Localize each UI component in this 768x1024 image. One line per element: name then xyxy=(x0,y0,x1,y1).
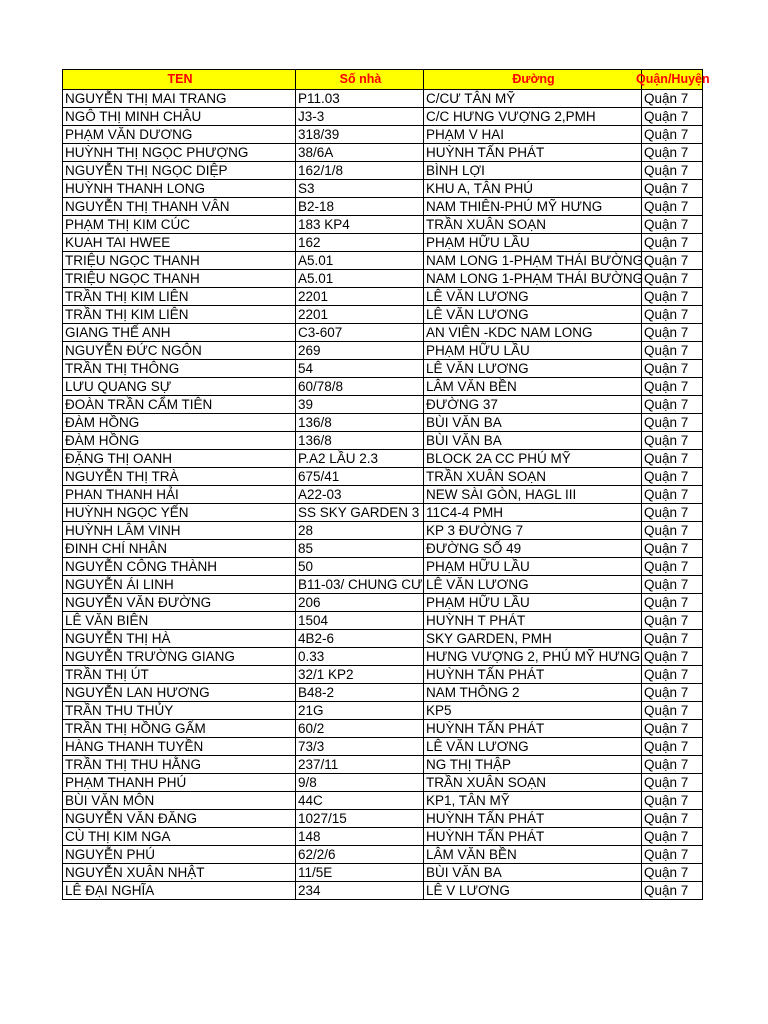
cell-duong[interactable]: SKY GARDEN, PMH xyxy=(424,630,642,648)
cell-quan-huyen[interactable]: Quận 7 xyxy=(642,630,703,648)
cell-so-nha[interactable]: 32/1 KP2 xyxy=(296,666,424,684)
cell-so-nha[interactable]: 318/39 xyxy=(296,126,424,144)
cell-duong[interactable]: LÂM VĂN BỀN xyxy=(424,378,642,396)
table-row xyxy=(63,666,703,684)
table-row xyxy=(63,216,703,234)
cell-duong[interactable]: HUỲNH TẤN PHÁT xyxy=(424,666,642,684)
table-row xyxy=(63,558,703,576)
cell-ten[interactable]: HÀNG THANH TUYỀN xyxy=(63,738,296,756)
cell-ten[interactable]: PHẠM THỊ KIM CÚC xyxy=(63,216,296,234)
cell-quan-huyen[interactable]: Quận 7 xyxy=(642,342,703,360)
cell-ten[interactable]: TRẦN THỊ KIM LIÊN xyxy=(63,288,296,306)
cell-duong[interactable]: PHẠM HỮU LẦU xyxy=(424,342,642,360)
cell-quan-huyen[interactable]: Quận 7 xyxy=(642,576,703,594)
cell-quan-huyen[interactable]: Quận 7 xyxy=(642,504,703,522)
cell-quan-huyen[interactable]: Quận 7 xyxy=(642,306,703,324)
cell-ten[interactable]: NGUYỄN ĐỨC NGÔN xyxy=(63,342,296,360)
cell-quan-huyen[interactable]: Quận 7 xyxy=(642,126,703,144)
cell-duong[interactable]: HUỲNH TẤN PHÁT xyxy=(424,720,642,738)
table-row xyxy=(63,324,703,342)
cell-so-nha[interactable]: 50 xyxy=(296,558,424,576)
table-row xyxy=(63,774,703,792)
cell-ten[interactable]: NGUYỄN PHÚ xyxy=(63,846,296,864)
table-row xyxy=(63,612,703,630)
cell-quan-huyen[interactable]: Quận 7 xyxy=(642,666,703,684)
table-row xyxy=(63,306,703,324)
cell-ten[interactable]: TRIỆU NGỌC THANH xyxy=(63,270,296,288)
cell-quan-huyen[interactable]: Quận 7 xyxy=(642,396,703,414)
cell-quan-huyen[interactable]: Quận 7 xyxy=(642,162,703,180)
cell-ten[interactable]: NGUYỄN VĂN ĐƯỜNG xyxy=(63,594,296,612)
cell-duong[interactable]: PHẠM HỮU LẦU xyxy=(424,594,642,612)
cell-quan-huyen[interactable]: Quận 7 xyxy=(642,198,703,216)
cell-quan-huyen[interactable]: Quận 7 xyxy=(642,882,703,900)
cell-quan-huyen[interactable]: Quận 7 xyxy=(642,648,703,666)
cell-duong[interactable]: HƯNG VƯỢNG 2, PHÚ MỸ HƯNG xyxy=(424,648,642,666)
cell-duong[interactable]: KHU A, TÂN PHÚ xyxy=(424,180,642,198)
cell-ten[interactable]: PHAN THANH HẢI xyxy=(63,486,296,504)
cell-ten[interactable]: TRẦN THU THỦY xyxy=(63,702,296,720)
cell-ten[interactable]: NGÔ THỊ MINH CHÂU xyxy=(63,108,296,126)
table-row xyxy=(63,432,703,450)
cell-quan-huyen[interactable]: Quận 7 xyxy=(642,522,703,540)
cell-quan-huyen[interactable]: Quận 7 xyxy=(642,774,703,792)
cell-so-nha[interactable]: 2201 xyxy=(296,306,424,324)
cell-so-nha[interactable]: 44C xyxy=(296,792,424,810)
cell-ten[interactable]: GIANG THẾ ANH xyxy=(63,324,296,342)
cell-quan-huyen[interactable]: Quận 7 xyxy=(642,594,703,612)
cell-ten[interactable]: NGUYỄN CÔNG THÀNH xyxy=(63,558,296,576)
cell-quan-huyen[interactable]: Quận 7 xyxy=(642,720,703,738)
cell-duong[interactable]: BÙI VĂN BA xyxy=(424,414,642,432)
cell-so-nha[interactable]: 148 xyxy=(296,828,424,846)
cell-ten[interactable]: TRẦN THỊ THU HẰNG xyxy=(63,756,296,774)
cell-so-nha[interactable]: B2-18 xyxy=(296,198,424,216)
cell-so-nha[interactable]: P11.03 xyxy=(296,90,424,108)
cell-ten[interactable]: NGUYỄN VĂN ĐĂNG xyxy=(63,810,296,828)
cell-duong[interactable]: ĐƯỜNG SỐ 49 xyxy=(424,540,642,558)
cell-quan-huyen[interactable]: Quận 7 xyxy=(642,702,703,720)
table-row xyxy=(63,882,703,900)
cell-quan-huyen[interactable]: Quận 7 xyxy=(642,612,703,630)
table-row xyxy=(63,378,703,396)
table-row xyxy=(63,630,703,648)
cell-so-nha[interactable]: 675/41 xyxy=(296,468,424,486)
table-row xyxy=(63,198,703,216)
table-row xyxy=(63,252,703,270)
cell-duong[interactable]: 11C4-4 PMH xyxy=(424,504,642,522)
cell-ten[interactable]: KUAH TAI HWEE xyxy=(63,234,296,252)
cell-duong[interactable]: LÊ VĂN LƯƠNG xyxy=(424,360,642,378)
cell-ten[interactable]: NGUYỄN TRƯỜNG GIANG xyxy=(63,648,296,666)
cell-quan-huyen[interactable]: Quận 7 xyxy=(642,756,703,774)
cell-duong[interactable]: PHẠM HỮU LẦU xyxy=(424,234,642,252)
cell-duong[interactable]: NAM LONG 1-PHẠM THÁI BƯỜNG xyxy=(424,252,642,270)
table-row xyxy=(63,756,703,774)
table-row xyxy=(63,126,703,144)
cell-ten[interactable]: TRẦN THỊ HỒNG GẤM xyxy=(63,720,296,738)
cell-duong[interactable]: NEW SÀI GÒN, HAGL III xyxy=(424,486,642,504)
table-row xyxy=(63,810,703,828)
cell-duong[interactable]: C/C HƯNG VƯỢNG 2,PMH xyxy=(424,108,642,126)
cell-duong[interactable]: BLOCK 2A CC PHÚ MỸ xyxy=(424,450,642,468)
cell-duong[interactable]: HUỲNH TẤN PHÁT xyxy=(424,144,642,162)
cell-duong[interactable]: HUỲNH TẤN PHÁT xyxy=(424,810,642,828)
table-row xyxy=(63,450,703,468)
table-row xyxy=(63,720,703,738)
cell-ten[interactable]: ĐOÀN TRẦN CẨM TIÊN xyxy=(63,396,296,414)
cell-so-nha[interactable]: 1504 xyxy=(296,612,424,630)
cell-duong[interactable]: AN VIÊN -KDC NAM LONG xyxy=(424,324,642,342)
cell-ten[interactable]: NGUYỄN THỊ NGỌC DIỆP xyxy=(63,162,296,180)
cell-duong[interactable]: BÌNH LỢI xyxy=(424,162,642,180)
cell-duong[interactable]: TRẦN XUÂN SOẠN xyxy=(424,468,642,486)
cell-quan-huyen[interactable]: Quận 7 xyxy=(642,792,703,810)
cell-ten[interactable]: NGUYỄN XUÂN NHẬT xyxy=(63,864,296,882)
cell-quan-huyen[interactable]: Quận 7 xyxy=(642,468,703,486)
cell-quan-huyen[interactable]: Quận 7 xyxy=(642,540,703,558)
cell-ten[interactable]: TRẦN THỊ THÔNG xyxy=(63,360,296,378)
cell-ten[interactable]: HUỲNH LÂM VINH xyxy=(63,522,296,540)
table-body xyxy=(63,90,703,900)
cell-duong[interactable]: KP1, TÂN MỸ xyxy=(424,792,642,810)
cell-so-nha[interactable]: 0.33 xyxy=(296,648,424,666)
cell-duong[interactable]: PHẠM V HAI xyxy=(424,126,642,144)
cell-quan-huyen[interactable]: Quận 7 xyxy=(642,216,703,234)
table-row xyxy=(63,540,703,558)
table-row xyxy=(63,180,703,198)
cell-duong[interactable]: LÂM VĂN BỀN xyxy=(424,846,642,864)
cell-so-nha[interactable]: A22-03 xyxy=(296,486,424,504)
cell-ten[interactable]: NGUYỄN THỊ MAI TRANG xyxy=(63,90,296,108)
cell-quan-huyen[interactable]: Quận 7 xyxy=(642,108,703,126)
cell-so-nha[interactable]: B48-2 xyxy=(296,684,424,702)
cell-ten[interactable]: HUỲNH NGỌC YẾN xyxy=(63,504,296,522)
cell-so-nha[interactable]: 28 xyxy=(296,522,424,540)
cell-quan-huyen[interactable]: Quận 7 xyxy=(642,414,703,432)
table-row xyxy=(63,864,703,882)
table-row xyxy=(63,360,703,378)
table-row xyxy=(63,90,703,108)
cell-quan-huyen[interactable]: Quận 7 xyxy=(642,252,703,270)
cell-so-nha[interactable]: P.A2 LẦU 2.3 xyxy=(296,450,424,468)
cell-quan-huyen[interactable]: Quận 7 xyxy=(642,450,703,468)
table-row xyxy=(63,162,703,180)
cell-quan-huyen[interactable]: Quận 7 xyxy=(642,558,703,576)
cell-ten[interactable]: NGUYỄN THỊ TRÀ xyxy=(63,468,296,486)
cell-so-nha[interactable]: 9/8 xyxy=(296,774,424,792)
cell-ten[interactable]: LÊ VĂN BIÊN xyxy=(63,612,296,630)
table-row xyxy=(63,594,703,612)
cell-duong[interactable]: TRẦN XUÂN SOẠN xyxy=(424,774,642,792)
cell-duong[interactable]: LÊ VĂN LƯƠNG xyxy=(424,288,642,306)
cell-ten[interactable]: PHẠM VĂN DƯƠNG xyxy=(63,126,296,144)
cell-ten[interactable]: TRẦN THỊ ÚT xyxy=(63,666,296,684)
cell-duong[interactable]: KP5 xyxy=(424,702,642,720)
cell-duong[interactable]: LÊ VĂN LƯƠNG xyxy=(424,576,642,594)
cell-quan-huyen[interactable]: Quận 7 xyxy=(642,684,703,702)
address-table xyxy=(62,69,710,900)
cell-so-nha[interactable]: S3 xyxy=(296,180,424,198)
table-row xyxy=(63,846,703,864)
table-row xyxy=(63,828,703,846)
cell-so-nha[interactable]: 4B2-6 xyxy=(296,630,424,648)
cell-duong[interactable]: LÊ V LƯƠNG xyxy=(424,882,642,900)
cell-duong[interactable]: NAM THIÊN-PHÚ MỸ HƯNG xyxy=(424,198,642,216)
cell-duong[interactable]: HUỲNH T PHÁT xyxy=(424,612,642,630)
spreadsheet xyxy=(62,69,710,900)
cell-ten[interactable]: NGUYỄN THỊ HÀ xyxy=(63,630,296,648)
table-row xyxy=(63,576,703,594)
cell-duong[interactable]: C/CƯ TÂN MỸ xyxy=(424,90,642,108)
table-row xyxy=(63,792,703,810)
cell-so-nha[interactable]: 73/3 xyxy=(296,738,424,756)
cell-duong[interactable]: NAM LONG 1-PHẠM THÁI BƯỜNG xyxy=(424,270,642,288)
cell-ten[interactable]: NGUYỄN THỊ THANH VÂN xyxy=(63,198,296,216)
cell-quan-huyen[interactable]: Quận 7 xyxy=(642,324,703,342)
cell-duong[interactable]: ĐƯỜNG 37 xyxy=(424,396,642,414)
cell-so-nha[interactable]: 85 xyxy=(296,540,424,558)
cell-ten[interactable]: NGUYỄN LAN HƯƠNG xyxy=(63,684,296,702)
cell-quan-huyen[interactable]: Quận 7 xyxy=(642,846,703,864)
cell-duong[interactable]: BÙI VĂN BA xyxy=(424,864,642,882)
cell-so-nha[interactable]: J3-3 xyxy=(296,108,424,126)
table-row xyxy=(63,486,703,504)
cell-so-nha[interactable]: 60/2 xyxy=(296,720,424,738)
cell-duong[interactable]: NAM THÔNG 2 xyxy=(424,684,642,702)
cell-duong[interactable]: PHẠM HỮU LẦU xyxy=(424,558,642,576)
cell-so-nha[interactable]: 38/6A xyxy=(296,144,424,162)
cell-duong[interactable]: BÙI VĂN BA xyxy=(424,432,642,450)
cell-quan-huyen[interactable]: Quận 7 xyxy=(642,738,703,756)
cell-duong[interactable]: KP 3 ĐƯỜNG 7 xyxy=(424,522,642,540)
cell-ten[interactable]: LƯU QUANG SỰ xyxy=(63,378,296,396)
table-row xyxy=(63,504,703,522)
table-row xyxy=(63,396,703,414)
header-duong[interactable]: Đường xyxy=(424,70,642,90)
cell-ten[interactable]: TRẦN THỊ KIM LIÊN xyxy=(63,306,296,324)
cell-so-nha[interactable]: 1027/15 xyxy=(296,810,424,828)
cell-ten[interactable]: CÙ THỊ KIM NGA xyxy=(63,828,296,846)
cell-ten[interactable]: HUỲNH THỊ NGỌC PHƯỢNG xyxy=(63,144,296,162)
cell-quan-huyen[interactable]: Quận 7 xyxy=(642,360,703,378)
cell-quan-huyen[interactable]: Quận 7 xyxy=(642,378,703,396)
cell-duong[interactable]: TRẦN XUÂN SOẠN xyxy=(424,216,642,234)
header-quan-huyen[interactable]: Quận/Huyện xyxy=(642,70,703,90)
cell-duong[interactable]: LÊ VĂN LƯƠNG xyxy=(424,738,642,756)
cell-so-nha[interactable]: 162 xyxy=(296,234,424,252)
cell-so-nha[interactable]: 11/5E xyxy=(296,864,424,882)
cell-so-nha[interactable]: SS SKY GARDEN 3 xyxy=(296,504,424,522)
table-row xyxy=(63,738,703,756)
table-row xyxy=(63,414,703,432)
cell-quan-huyen[interactable]: Quận 7 xyxy=(642,828,703,846)
cell-ten[interactable]: ĐÀM HỒNG xyxy=(63,414,296,432)
cell-quan-huyen[interactable]: Quận 7 xyxy=(642,144,703,162)
cell-so-nha[interactable]: 162/1/8 xyxy=(296,162,424,180)
cell-so-nha[interactable]: 183 KP4 xyxy=(296,216,424,234)
cell-duong[interactable]: HUỲNH TẤN PHÁT xyxy=(424,828,642,846)
cell-quan-huyen[interactable]: Quận 7 xyxy=(642,180,703,198)
cell-quan-huyen[interactable]: Quận 7 xyxy=(642,270,703,288)
header-row xyxy=(63,70,703,90)
cell-so-nha[interactable]: A5.01 xyxy=(296,252,424,270)
cell-duong[interactable]: NG THỊ THẬP xyxy=(424,756,642,774)
cell-so-nha[interactable]: C3-607 xyxy=(296,324,424,342)
cell-so-nha[interactable]: 54 xyxy=(296,360,424,378)
cell-so-nha[interactable]: 60/78/8 xyxy=(296,378,424,396)
cell-so-nha[interactable]: 269 xyxy=(296,342,424,360)
cell-so-nha[interactable]: 2201 xyxy=(296,288,424,306)
cell-ten[interactable]: HUỲNH THANH LONG xyxy=(63,180,296,198)
cell-so-nha[interactable]: 21G xyxy=(296,702,424,720)
cell-quan-huyen[interactable]: Quận 7 xyxy=(642,486,703,504)
cell-ten[interactable]: NGUYỄN ÁI LINH xyxy=(63,576,296,594)
cell-quan-huyen[interactable]: Quận 7 xyxy=(642,864,703,882)
table-row xyxy=(63,684,703,702)
table-row xyxy=(63,468,703,486)
cell-ten[interactable]: BÙI VĂN MÔN xyxy=(63,792,296,810)
cell-so-nha[interactable]: 136/8 xyxy=(296,432,424,450)
table-row xyxy=(63,648,703,666)
cell-quan-huyen[interactable]: Quận 7 xyxy=(642,90,703,108)
cell-ten[interactable]: PHẠM THANH PHÚ xyxy=(63,774,296,792)
cell-ten[interactable]: ĐÀM HỒNG xyxy=(63,432,296,450)
table-row xyxy=(63,288,703,306)
cell-so-nha[interactable]: 39 xyxy=(296,396,424,414)
table-row xyxy=(63,144,703,162)
cell-so-nha[interactable]: 234 xyxy=(296,882,424,900)
cell-quan-huyen[interactable]: Quận 7 xyxy=(642,810,703,828)
cell-ten[interactable]: ĐINH CHÍ NHÂN xyxy=(63,540,296,558)
cell-so-nha[interactable]: B11-03/ CHUNG CƯ xyxy=(296,576,424,594)
header-ten[interactable]: TEN xyxy=(63,70,296,90)
cell-quan-huyen[interactable]: Quận 7 xyxy=(642,234,703,252)
cell-so-nha[interactable]: A5.01 xyxy=(296,270,424,288)
cell-so-nha[interactable]: 62/2/6 xyxy=(296,846,424,864)
header-so-nha[interactable]: Số nhà xyxy=(296,70,424,90)
cell-ten[interactable]: ĐẶNG THỊ OANH xyxy=(63,450,296,468)
table-row xyxy=(63,522,703,540)
table-row xyxy=(63,108,703,126)
table-row xyxy=(63,702,703,720)
cell-ten[interactable]: LÊ ĐẠI NGHĨA xyxy=(63,882,296,900)
cell-duong[interactable]: LÊ VĂN LƯƠNG xyxy=(424,306,642,324)
cell-so-nha[interactable]: 237/11 xyxy=(296,756,424,774)
cell-so-nha[interactable]: 206 xyxy=(296,594,424,612)
cell-quan-huyen[interactable]: Quận 7 xyxy=(642,432,703,450)
table-row xyxy=(63,342,703,360)
cell-ten[interactable]: TRIỆU NGỌC THANH xyxy=(63,252,296,270)
cell-so-nha[interactable]: 136/8 xyxy=(296,414,424,432)
table-row xyxy=(63,234,703,252)
table-row xyxy=(63,270,703,288)
cell-quan-huyen[interactable]: Quận 7 xyxy=(642,288,703,306)
